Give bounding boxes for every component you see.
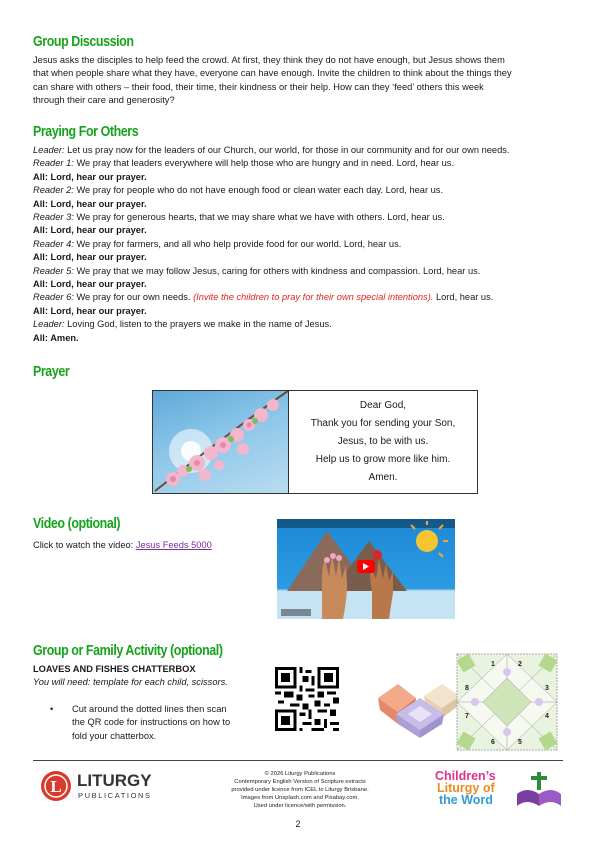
- closing-text: Loving God, listen to the prayers we make in the name of Jesus.: [67, 319, 332, 330]
- svg-text:L: L: [50, 777, 62, 796]
- chatter-number: 3: [545, 685, 549, 692]
- chatter-number: 2: [518, 661, 522, 668]
- liturgy-publications-logo: [40, 770, 170, 804]
- text-line: that when people share what they have, everyone can have enough. Invite the children to think about the things they: [33, 68, 512, 79]
- text-line: Jesus asks the disciples to help feed the crowd. At first, they think they do not have enough, but Jesus shows them: [33, 55, 505, 65]
- bullet-icon: •: [50, 704, 54, 714]
- leader-label: Leader:: [33, 145, 65, 155]
- prayer-table: [152, 390, 478, 494]
- response: All: Lord, hear our prayer.: [33, 171, 147, 182]
- clw-line-2: Liturgy of: [437, 781, 495, 795]
- prayer-line: Dear God,: [359, 400, 407, 411]
- copyright-credits: [215, 770, 385, 810]
- qr-code-icon[interactable]: [275, 667, 339, 731]
- reader-text: We pray that we may follow Jesus, caring for others with kindness and compassion. Lord, hear us.: [76, 265, 481, 276]
- reader-text: We pray that leaders everywhere will help those who are hungry and in need. Lord, hear us.: [76, 158, 455, 169]
- cherry-blossom-illustration: [153, 391, 288, 493]
- clw-line-1: Children’s: [435, 769, 496, 783]
- chatter-number: 8: [465, 685, 469, 692]
- open-bible-cross-icon: [515, 772, 563, 810]
- reader-label: Reader 1:: [33, 158, 74, 169]
- video-preview-illustration: [277, 519, 455, 619]
- group-discussion-text: [33, 54, 563, 108]
- activity-instructions: [72, 703, 230, 743]
- prayer-line: Jesus, to be with us.: [337, 436, 429, 447]
- page-number: 2: [295, 819, 301, 829]
- reader-text-end: Lord, hear us.: [435, 292, 494, 303]
- prayers-of-the-faithful: [33, 144, 563, 345]
- prayer-line: Help us to grow more like him.: [315, 454, 451, 465]
- video-prompt: Click to watch the video:: [33, 540, 134, 550]
- credit-line: © 2026 Liturgy Publications: [264, 771, 336, 777]
- instruction-line: Cut around the dotted lines then scan: [72, 704, 227, 714]
- response: All: Lord, hear our prayer.: [33, 198, 147, 209]
- clw-line-3: the Word: [439, 793, 493, 807]
- liturgy-logo-icon: [40, 770, 72, 802]
- reader-text: We pray for our own needs.: [76, 292, 191, 303]
- reader-text: We pray for farmers, and all who help provide food for our world. Lord, hear us.: [76, 238, 402, 249]
- video-heading: Video (optional): [33, 516, 121, 532]
- activity-subheading: LOAVES AND FISHES CHATTERBOX: [33, 664, 196, 674]
- blossom-image: [153, 391, 289, 493]
- folded-chatterbox-illustration: [368, 668, 468, 740]
- activity-needs: You will need: template for each child, scissors.: [33, 677, 228, 687]
- credit-line: provided under licence from ICEL to Liturgy Brisbane.: [231, 787, 369, 793]
- reader-label: Reader 3:: [33, 212, 74, 223]
- instruction-line: fold your chatterbox.: [72, 730, 157, 741]
- logo-main-text: LITURGY: [77, 771, 152, 790]
- video-link[interactable]: Jesus Feeds 5000: [135, 540, 212, 550]
- reader-text: We pray for people who do not have enough food or clean water each day. Lord, hear us.: [76, 185, 444, 196]
- childrens-liturgy-logo: [435, 770, 570, 812]
- instruction-note: (Invite the children to pray for their own special intentions).: [193, 292, 434, 303]
- prayer-line: Thank you for sending your Son,: [310, 418, 456, 429]
- response: All: Lord, hear our prayer.: [33, 279, 147, 290]
- text-line: can share with others – their food, their time, their kindness or their help. How can they ‘feed’ others this week: [33, 81, 484, 92]
- credit-line: Used under licence/with permission.: [253, 803, 347, 809]
- instruction-line: the QR code for instructions on how to: [72, 717, 231, 728]
- response: All: Lord, hear our prayer.: [33, 252, 147, 263]
- response: All: Lord, hear our prayer.: [33, 225, 147, 236]
- text-line: through their care and generosity?: [33, 95, 175, 106]
- prayer-line: Amen.: [368, 472, 398, 483]
- reader-label: Reader 2:: [33, 185, 74, 196]
- response: All: Lord, hear our prayer.: [33, 305, 147, 316]
- chatter-number: 4: [545, 713, 549, 720]
- chatter-number: 5: [518, 739, 522, 746]
- chatter-number: 1: [491, 661, 495, 668]
- prayer-text: [289, 391, 477, 493]
- reader-label: Reader 6:: [33, 292, 74, 303]
- group-discussion-heading: Group Discussion: [33, 34, 134, 50]
- reader-label: Reader 5:: [33, 265, 74, 276]
- leader-intro: [33, 144, 563, 157]
- praying-for-others-heading: Praying For Others: [33, 124, 139, 140]
- leader-intro-text: Let us pray now for the leaders of our Church, our world, for those in our community and for our own needs.: [67, 145, 510, 155]
- chatter-number: 6: [491, 739, 495, 746]
- logo-sub-text: PUBLICATIONS: [78, 791, 152, 800]
- footer-divider: [33, 760, 563, 761]
- reader-text: We pray for generous hearts, that we may share what we have with others. Lord, hear us.: [76, 212, 445, 223]
- chatterbox-template: [455, 652, 559, 752]
- credit-line: Contemporary English Version of Scripture extracts: [234, 779, 366, 785]
- reader-label: Reader 4:: [33, 238, 74, 249]
- prayer-heading: Prayer: [33, 364, 70, 380]
- credit-line: Images from Unsplash.com and Pixabay.com.: [241, 795, 359, 801]
- chatter-number: 7: [465, 713, 469, 720]
- video-thumbnail[interactable]: [277, 519, 455, 619]
- amen-response: All: Amen.: [33, 332, 79, 343]
- activity-heading: Group or Family Activity (optional): [33, 643, 223, 659]
- leader-label: Leader:: [33, 319, 65, 330]
